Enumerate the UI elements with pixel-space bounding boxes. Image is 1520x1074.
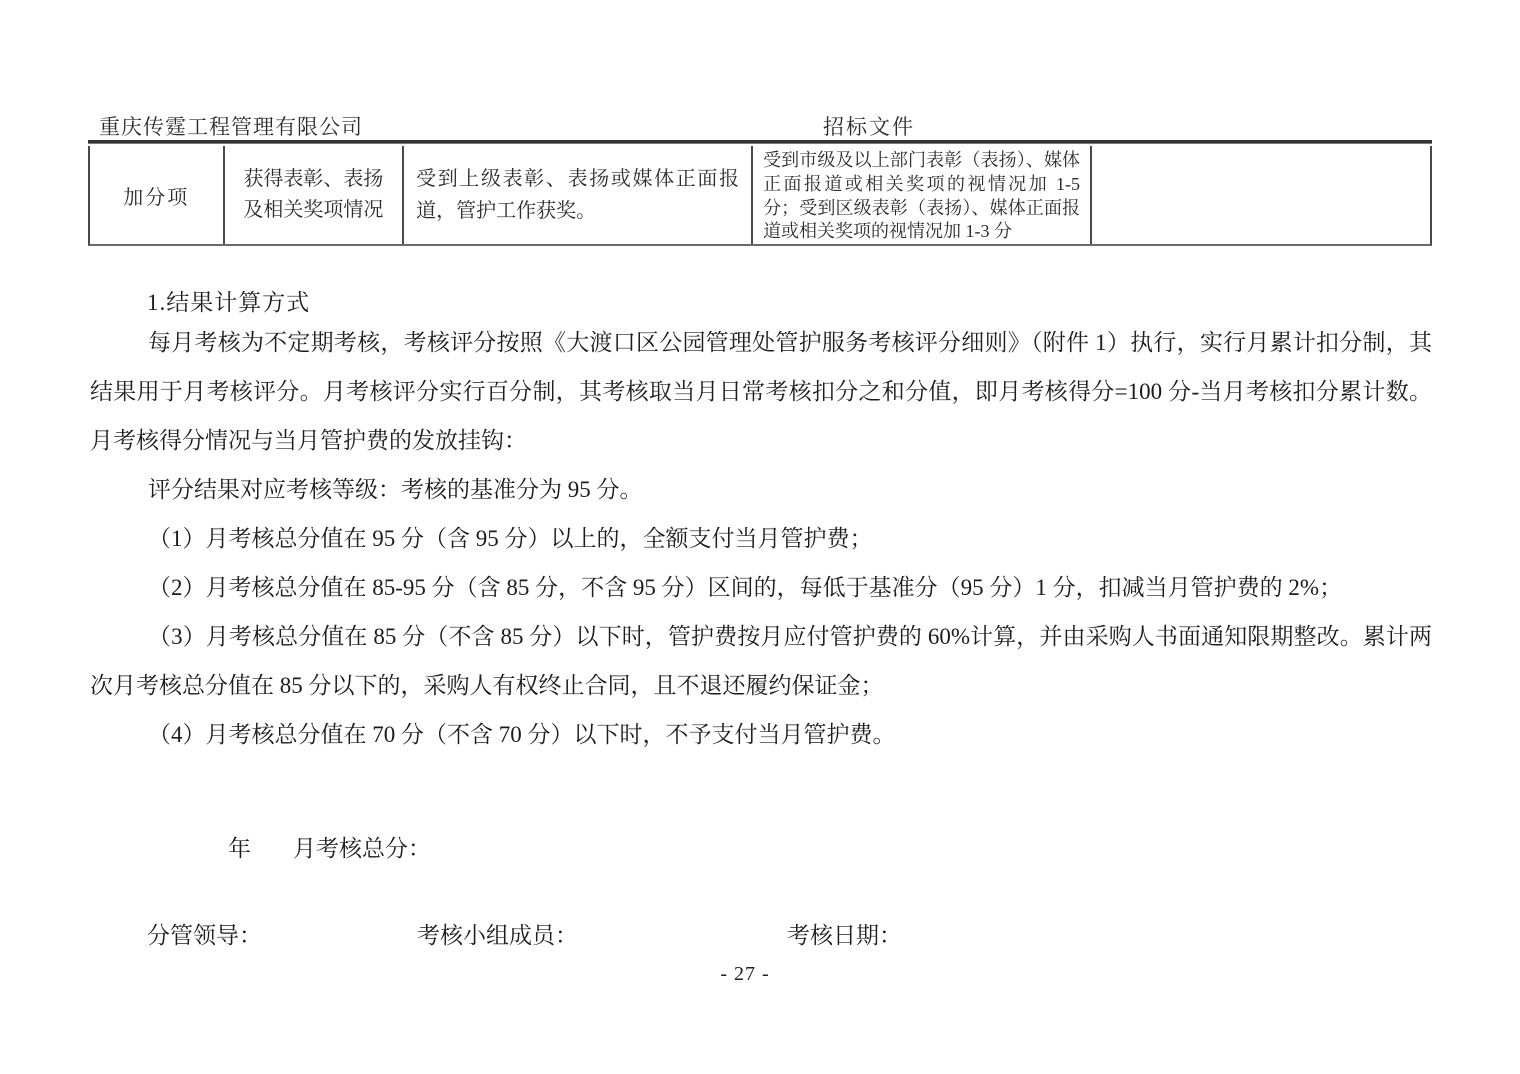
header-doc-title: 招标文件 [823,115,915,139]
table-cell-item: 获得表彰、表扬及相关奖项情况 [225,146,405,244]
month-score-line [228,830,431,863]
table-cell-empty [1092,146,1430,244]
header-rule [88,140,1432,144]
table-cell-criteria: 受到上级表彰、表扬或媒体正面报道，管护工作获奖。 [404,146,753,244]
header-company-name: 重庆传霆工程管理有限公司 [99,115,363,139]
paragraph-rule-2: （2）月考核总分值在 85-95 分（含 85 分，不含 95 分）区间的，每低于基准分（95 分）1 分，扣减当月管护费的 2%； [148,575,1343,600]
paragraph-rule-1: （1）月考核总分值在 95 分（含 95 分）以上的，全额支付当月管护费； [148,526,873,551]
paragraph-calc-method: 每月考核为不定期考核，考核评分按照《大渡口区公园管理处管护服务考核评分细则》（附件 1）执行，实行月累计扣分制，其结果用于月考核评分。月考核评分实行百分制，其考核取当月日常考核扣分之和分值，即月考核得分=100 分-当月考核扣分累计数。月考核得分情况与当月管护费的发放挂钩： [90,330,1432,453]
bonus-items-table [88,146,1432,246]
section-body [90,318,1432,759]
table-cell-category: 加分项 [90,146,225,244]
leader-signature-label: 分管领导： [147,923,262,948]
assessment-team-label: 考核小组成员： [417,923,578,948]
month-score-label: 月考核总分： [293,836,431,861]
section-heading: 1.结果计算方式 [147,290,311,315]
table-cell-scoring-rule: 受到市级及以上部门表彰（表扬）、媒体正面报道或相关奖项的视情况加 1-5 分；受到区级表彰（表扬）、媒体正面报道或相关奖项的视情况加 1-3 分 [753,146,1092,244]
paragraph-rule-4: （4）月考核总分值在 70 分（不含 70 分）以下时，不予支付当月管护费。 [148,722,896,747]
page-number: - 27 - [720,963,770,985]
assessment-date-label: 考核日期： [787,923,902,948]
paragraph-rule-3: （3）月考核总分值在 85 分（不含 85 分）以下时，管护费按月应付管护费的 60%计算，并由采购人书面通知限期整改。累计两次月考核总分值在 85 分以下的，采购人有权终止合同，且不退还履约保证金； [90,624,1432,698]
year-label: 年 [228,836,251,861]
paragraph-base-score: 评分结果对应考核等级：考核的基准分为 95 分。 [148,477,643,502]
